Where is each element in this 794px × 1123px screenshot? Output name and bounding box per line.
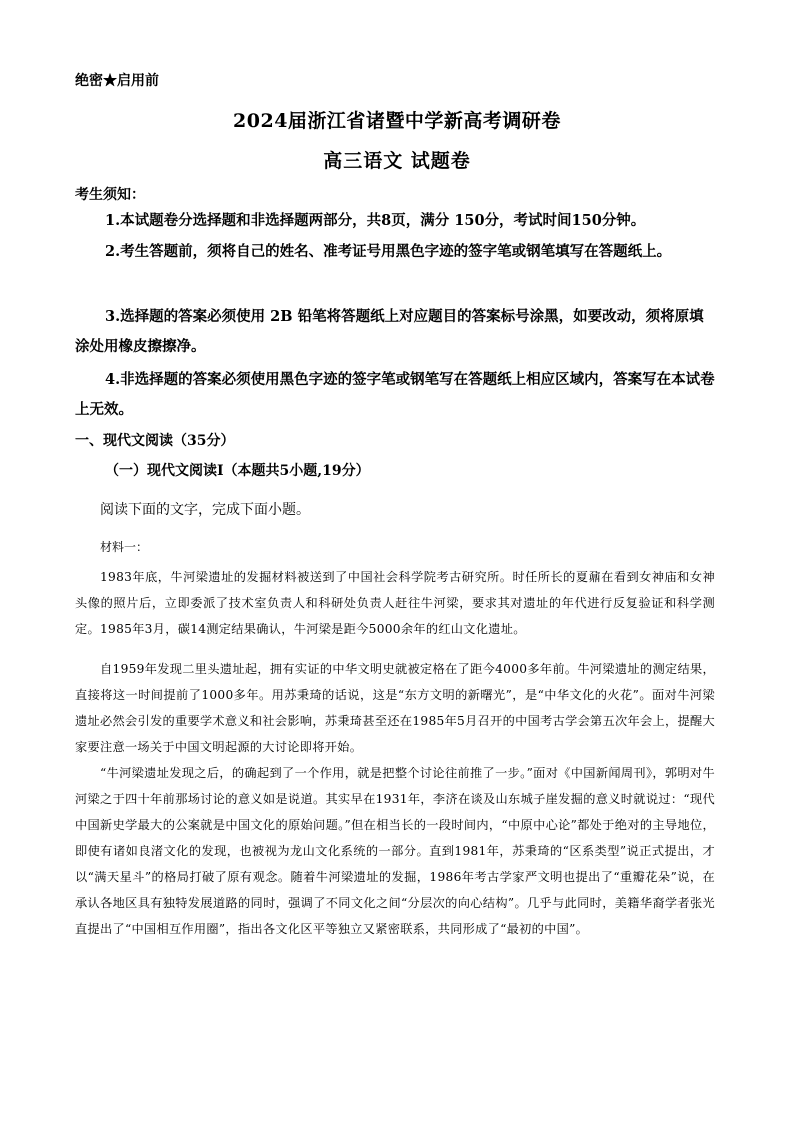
notice-heading: 考生须知：: [75, 187, 145, 203]
section-title: 一、现代文阅读（35分）: [75, 433, 235, 449]
passage-paragraph-1: 1983年底，牛河梁遗址的发掘材料被送到了中国社会科学院考古研究所。时任所长的夏鼐在看到女神庙和女神头像的照片后，立即委派了技术室负责人和科研处负责人赶往牛河梁，要求其对遗址的年代进行反复验证和科学测定。1985年3月，碳14测定结果确认，牛河梁是距今5000余年的红山文化遗址。: [75, 570, 715, 636]
reading-instruction: 阅读下面的文字，完成下面小题。: [100, 502, 310, 518]
confidential-label: 绝密★启用前: [75, 73, 159, 89]
notice-rule-3: 3.选择题的答案必须使用 2B 铅笔将答题纸上对应题目的答案标号涂黑，如要改动，须将原填涂处用橡皮擦擦净。: [75, 308, 704, 355]
material-label: 材料一：: [100, 540, 149, 554]
exam-subtitle: 高三语文 试题卷: [323, 150, 471, 172]
notice-rule-4: 4.非选择题的答案必须使用黑色字迹的签字笔或钢笔写在答题纸上相应区域内，答案写在本试卷上无效。: [75, 371, 715, 418]
exam-title: 2024届浙江省诸暨中学新高考调研卷: [233, 110, 561, 132]
passage-paragraph-3: “牛河梁遗址发现之后，的确起到了一个作用，就是把整个讨论往前推了一步。”面对《中国新闻周刊》，郭明对牛河梁之于四十年前那场讨论的意义如是说道。其实早在1931年，李济在谈及山东城子崖发掘的意义时就说过：“现代中国新史学最大的公案就是中国文化的原始问题。”但在相当长的一段时间内，“中原中心论”都处于绝对的主导地位，即使有诸如良渚文化的发现，也被视为龙山文化系统的一部分。直到1981年，苏秉琦的“区系类型”说正式提出，才以“满天星斗”的格局打破了原有观念。随着牛河梁遗址的发掘，1986年考古学家严文明也提出了“重瓣花朵”说，在承认各地区具有独特发展道路的同时，强调了不同文化之间“分层次的向心结构”。几乎与此同时，美籍华裔学者张光直提出了“中国相互作用圈”，指出各文化区平等独立又紧密联系，共同形成了“最初的中国”。: [75, 766, 715, 936]
subsection-title: （一）现代文阅读Ⅰ（本题共5小题,19分）: [105, 463, 370, 479]
passage-paragraph-2: 自1959年发现二里头遗址起，拥有实证的中华文明史就被定格在了距今4000多年前。牛河梁遗址的测定结果，直接将这一时间提前了1000多年。用苏秉琦的话说，这是“东方文明的新曙光”，是“中华文化的火花”。面对牛河梁遗址必然会引发的重要学术意义和社会影响，苏秉琦甚至还在1985年5月召开的中国考古学会第五次年会上，提醒大家要注意一场关于中国文明起源的大讨论即将开始。: [75, 662, 715, 754]
notice-rule-2: 2.考生答题前，须将自己的姓名、准考证号用黑色字迹的签字笔或钢笔填写在答题纸上。: [105, 243, 672, 260]
notice-rule-1: 1.本试题卷分选择题和非选择题两部分，共8页，满分 150分，考试时间150分钟。: [105, 212, 646, 229]
